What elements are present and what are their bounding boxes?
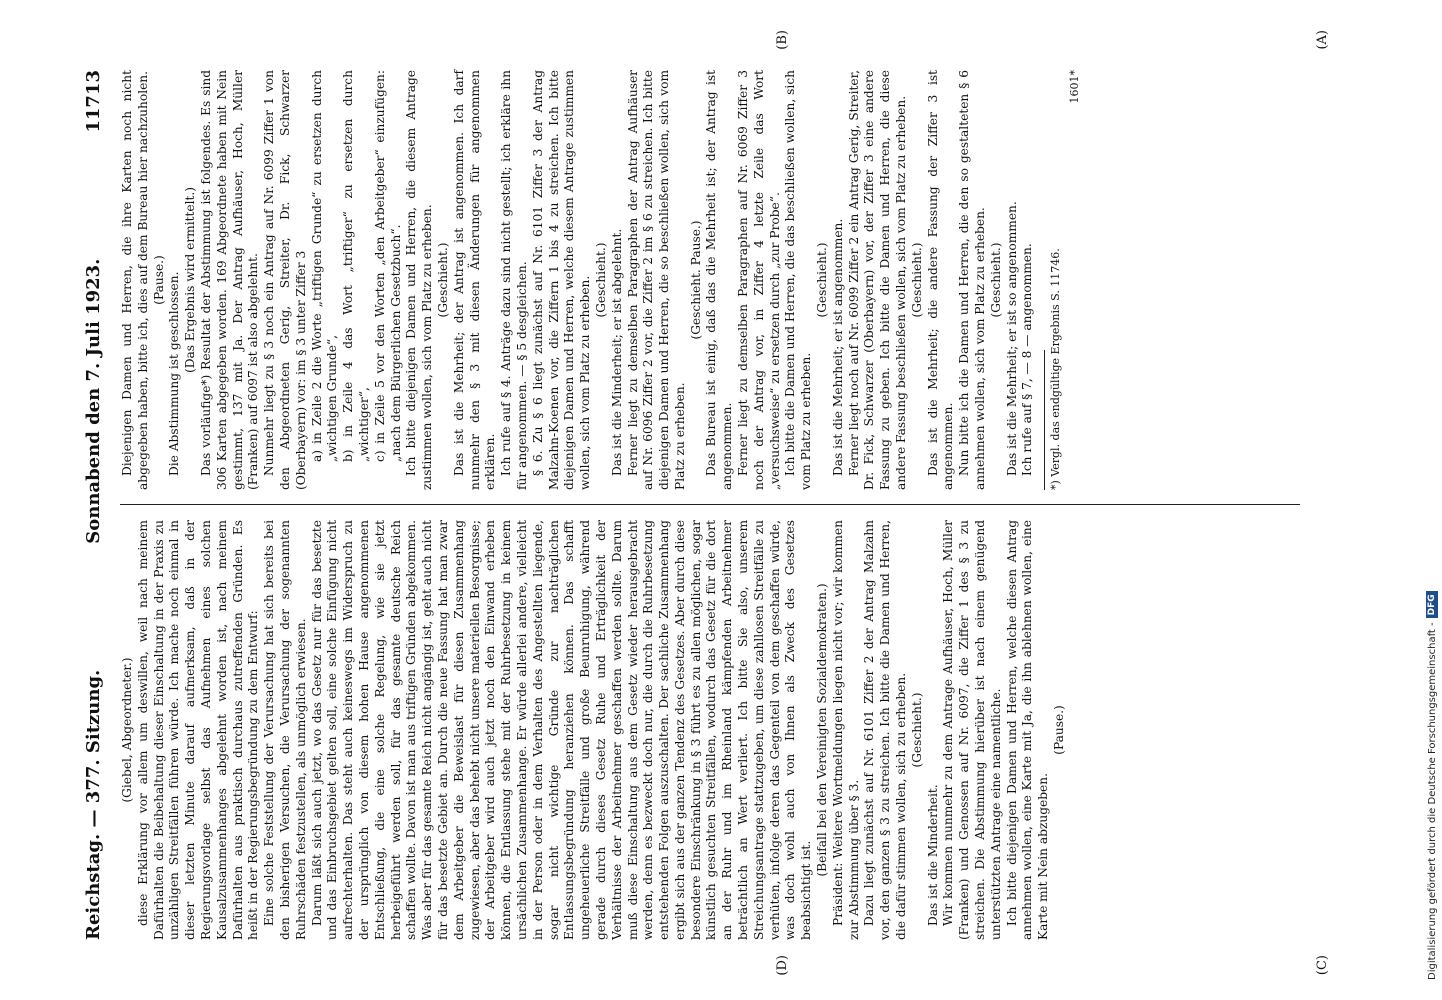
rotated-sheet <box>40 0 1390 1000</box>
paragraph: Das ist die Minderheit; er ist abgelehnt. <box>609 228 624 476</box>
paragraph: (Geschieht.) <box>815 242 830 318</box>
margin-mark-c: (C) <box>1315 955 1330 976</box>
paragraph: Die Abstimmung ist geschlossen. <box>167 271 182 476</box>
margin-mark-b: (B) <box>775 30 790 50</box>
paragraph: Ich bitte die Damen und Herren, die das beschließen wollen, sich vom Platz zu erheben. <box>783 70 814 490</box>
paragraph: (Das Ergebnis wird ermittelt.) <box>183 186 198 374</box>
paragraph: Ferner liegt zu demselben Paragraphen auf Nr. 6069 Ziffer 3 noch der Antrag vor, in Ziffer 4 letzte Zeile das Wort „versuchsweise“ zu ersetzen durch „zur Probe“. <box>736 70 782 490</box>
paragraph: (Beifall bei den Vereinigten Sozialdemokraten.) <box>815 583 830 877</box>
paragraph: (Pause.) <box>151 255 166 305</box>
paragraph: § 6. Zu § 6 liegt zunächst auf Nr. 6101 Ziffer 3 der Antrag Malzahn-Koenen vor, die Ziffern 1 bis 4 zu streichen. Ich bitte diejenigen Damen und Herren, welche diesem Antrage zustimmen wollen, sich vom Platz zu erheben. <box>530 70 593 490</box>
paragraph: Das ist die Mehrheit; er ist so angenommen. <box>1004 201 1019 476</box>
footnote-rule <box>1044 350 1045 490</box>
paragraph: Das vorläufige*) Resultat der Abstimmung ist folgendes. Es sind 306 Karten abgegeben worden. 169 Abgeordnete haben mit Nein gestimmt, 137 mit Ja. Der Antrag Aufhäuser, Hoch, Müller (Franken) auf 6097 ist also abgelehnt. <box>198 70 261 490</box>
paragraph: Ferner liegt zu demselben Paragraphen der Antrag Aufhäuser auf Nr. 6096 Ziffer 2 vor, die Ziffer 2 im § 6 zu streichen. Ich bitte diejenigen Damen und Herren, die so beschließen wollen, sich vom Platz zu erheben. <box>625 70 687 490</box>
digitization-note <box>1408 10 1438 990</box>
paragraph: (Geschieht.) <box>909 692 924 768</box>
page-signature: 1601* <box>1068 70 1082 104</box>
two-column-body <box>120 70 1300 940</box>
paragraph: c) in Zeile 5 vor den Worten „den Arbeitgeber“ einzufügen: „nach dem Bürgerlichen Gesetzbuch“. <box>372 70 403 462</box>
column-divider <box>120 504 1300 505</box>
paragraph: Eine solche Feststellung der Verursachung hat sich bereits bei den bisherigen Versuchen, die Verursachung der sogenannten Ruhrschäden festzustellen, als unmöglich erwiesen. <box>262 520 308 940</box>
paragraph: (Pause.) <box>1052 705 1067 755</box>
dfg-logo: DFG <box>1426 591 1438 618</box>
paragraph: Ich rufe auf § 7, — 8 — angenommen. <box>1020 243 1035 476</box>
paragraph: Dazu liegt zunächst auf Nr. 6101 Ziffer 2 der Antrag Malzahn vor, den ganzen § 3 zu streichen. Ich bitte die Damen und Herren, die dafür stimmen wollen, sich zu erheben. <box>862 520 909 940</box>
paragraph: Das ist die Mehrheit; der Antrag ist angenommen. Ich darf nunmehr den § 3 mit diesen Änderungen für angenommen erklären. <box>451 70 498 490</box>
paragraph: Ich bitte diejenigen Damen und Herren, die diesem Antrage zustimmen wollen, sich vom Platz zu erheben. <box>404 70 435 490</box>
footnote: *) Vergl. das endgültige Ergebnis S. 11746. <box>1049 248 1063 490</box>
paragraph: Ich rufe auf § 4. Anträge dazu sind nicht gestellt; ich erkläre ihn für angenommen. — § 5 desgleichen. <box>499 70 529 490</box>
paragraph: a) in Zeile 2 die Worte „triftigen Grunde“ zu ersetzen durch „wichtigen Grunde“, <box>309 70 340 462</box>
paragraph: (Geschieht.) <box>435 242 450 318</box>
paragraph: Diejenigen Damen und Herren, die ihre Karten noch nicht abgegeben haben, bitte ich, dies auf dem Bureau hier nachzuholen. <box>120 70 150 490</box>
paragraph: Nun bitte ich die Damen und Herren, die den so gestalteten § 6 annehmen wollen, sich vom Platz zu erheben. <box>957 70 988 490</box>
paragraph: Nunmehr liegt zu § 3 noch ein Antrag auf Nr. 6099 Ziffer 1 von den Abgeordneten Gerig, Streiter, Dr. Fick, Schwarzer (Oberbayern) vor: im § 3 unter Ziffer 3 <box>262 70 308 490</box>
paragraph: Ferner liegt noch auf Nr. 6099 Ziffer 2 ein Antrag Gerig, Streiter, Dr. Fick, Schwarzer (Oberbayern) vor, der Ziffer 3 eine andere Fassung zu geben. Ich bitte die Damen und Herren, die diese andere Fassung beschließen wollen, sich vom Platz zu erheben. <box>846 70 909 490</box>
paragraph: (Geschieht. Pause.) <box>688 220 703 340</box>
paragraph: Ich bitte diejenigen Damen und Herren, welche diesen Antrag annehmen wollen, eine Karte mit Ja, die ihn ablehnen wollen, eine Karte mit Nein abzugeben. <box>1004 520 1051 940</box>
paragraph: (Geschieht.) <box>593 242 608 318</box>
left-column <box>120 520 1300 940</box>
paragraph: Wir kommen nunmehr zu dem Antrage Aufhäuser, Hoch, Müller (Franken) und Genossen auf Nr. 6097, die Ziffer 1 des § 3 zu streichen. Die Abstimmung hierüber ist nach einem genügend unterstützten Antrage eine namentliche. <box>941 520 1003 940</box>
paragraph: Präsident: Weitere Wortmeldungen liegen nicht vor; wir kommen zur Abstimmung über § 3. <box>830 520 861 940</box>
margin-mark-a: (A) <box>1315 30 1330 50</box>
paragraph: (Geschieht.) <box>909 242 924 318</box>
paragraph: Das ist die Minderheit. <box>925 784 940 926</box>
digitization-note-text: Digitalisierung gefördert durch die Deutsche Forschungsgemeinschaft - <box>1426 622 1438 980</box>
paragraph: Das Bureau ist einig, daß das die Mehrheit ist; der Antrag ist angenommen. <box>704 70 735 490</box>
header-center: Sonnabend den 7. Juli 1923. <box>82 258 104 544</box>
running-header <box>78 70 108 940</box>
right-column <box>120 70 1300 490</box>
header-left: Reichstag. — 377. Sitzung. <box>82 669 104 940</box>
paragraph: (Geschieht.) <box>988 242 1003 318</box>
paragraph: Das ist die Mehrheit; er ist angenommen. <box>830 218 845 476</box>
margin-mark-d: (D) <box>775 955 790 976</box>
paragraph: diese Erklärung vor allem um deswillen, weil nach meinem Dafürhalten die Beibehaltung dieser Einschaltung in der Praxis zu unzähligen Streitfällen führen würde. Ich mache noch einmal in dieser letzten Minute darauf aufmerksam, daß in der Regierungsvorlage selbst das Aufnehmen eines solchen Kausalzusammenhanges abgelehnt worden ist, nach meinem Dafürhalten aus praktisch durchaus zutreffenden Gründen. Es heißt in der Regierungsbegründung zu dem Entwurf: <box>135 520 261 940</box>
page-number: 11713 <box>82 70 104 133</box>
paragraph: (Giebel, Abgeordneter.) <box>120 657 134 803</box>
paragraph: Das ist die Mehrheit; die andere Fassung der Ziffer 3 ist angenommen. <box>925 70 956 490</box>
paragraph: Darum läßt sich auch jetzt, wo das Gesetz nur für das besetzte und das Einbruchsgebiet gelten soll, eine solche Einfügung nicht aufrechterhalten. Das steht auch keineswegs im Widerspruch zu der ursprünglich von diesem hohen Hause angenommenen Entschließung, die eine solche Regelung, wie sie jetzt herbeigeführt werden soll, für das gesamte deutsche Reich schaffen wollte. Davon ist man aus triftigen Gründen abgekommen. Was aber für das gesamte Reich nicht angängig ist, geht auch nicht für das besetzte Gebiet an. Durch die neue Fassung hat man zwar dem Arbeitgeber die Beweislast für diesen Zusammenhang zugewiesen, aber das behebt nicht unsere materiellen Besorgnisse; der Arbeitgeber wird auch jetzt noch den Einwand erheben können, die Entlassung stehe mit der Ruhrbesetzung in keinem ursächlichen Zusammenhange. Er würde allerlei andere, vielleicht in der Person oder in dem Verhalten des Angestellten liegende, sogar nicht wichtige Gründe zur nachträglichen Entlassungsbegründung heranziehen können. Das schafft ungeheuerliche Streitfälle und große Beunruhigung, während gerade durch dieses Gesetz Ruhe und Erträglichkeit der Verhältnisse der Arbeitnehmer geschaffen werden sollte. Darum muß diese Einschaltung aus dem Gesetz wieder herausgebracht werden, denn es bezweckt doch nur, die durch die Ruhrbesetzung entstehenden Folgen auszuschalten. Der sachliche Zusammenhang ergibt sich aus der ganzen Tendenz des Gesetzes. Aber durch diese besondere Einschränkung in § 3 führt es zu allen möglichen, sogar künstlich gesuchten Streitfällen, wodurch das Gesetz für die dort an der Ruhr und im Rheinland kämpfenden Arbeitnehmer beträchtlich an Wert verliert. Ich bitte Sie also, unserem Streichungsantrage stattzugeben, um diese zahllosen Streitfälle zu verhüten, infolge deren das Gegenteil von dem geschaffen würde, was doch wohl auch von Ihnen als Zweck des Gesetzes beabsichtigt ist. <box>309 520 814 940</box>
paragraph: b) in Zeile 4 das Wort „triftiger“ zu ersetzen durch „wichtiger“, <box>341 70 371 462</box>
